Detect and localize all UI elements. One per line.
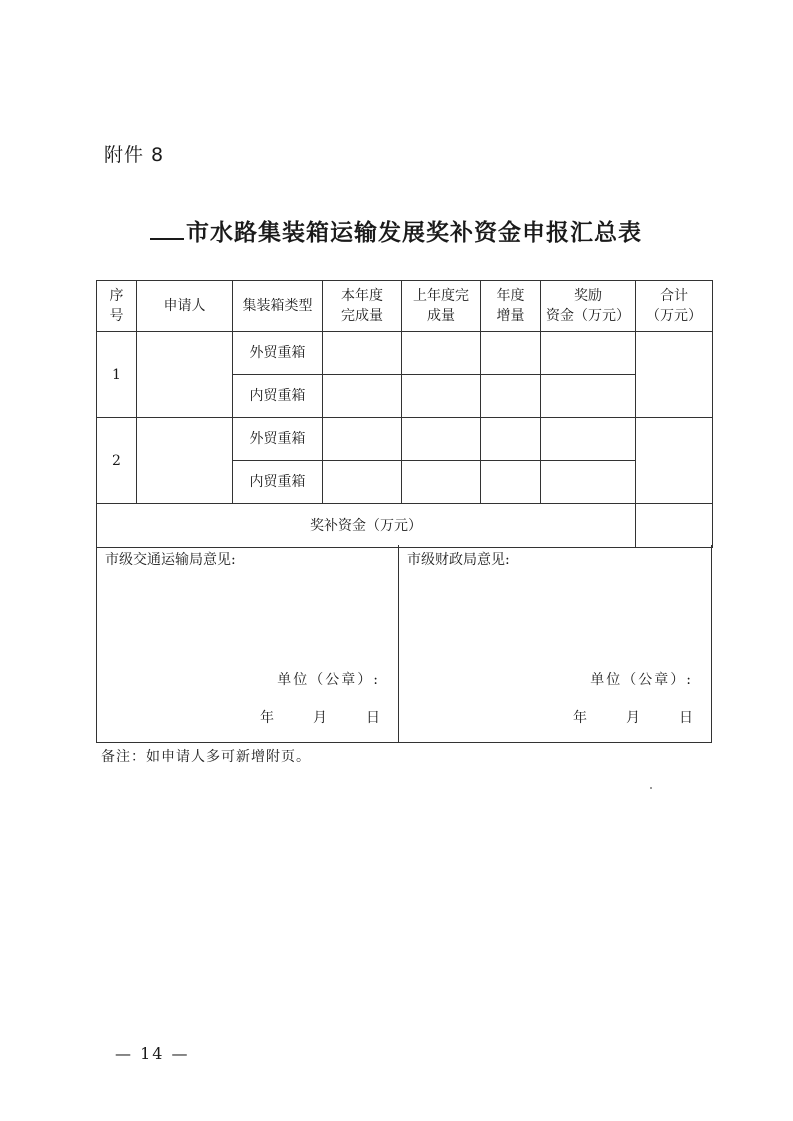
transport-bureau-date xyxy=(260,707,380,727)
cell-annual-increase[interactable] xyxy=(481,332,541,375)
cell-this-year[interactable] xyxy=(323,332,402,375)
attachment-label: 附件 8 xyxy=(104,144,165,166)
page-number: — 14 — xyxy=(115,1044,190,1063)
cell-last-year[interactable] xyxy=(402,461,481,504)
row-seq: 1 xyxy=(97,332,137,418)
scan-speck xyxy=(650,787,652,789)
row-container-type: 内贸重箱 xyxy=(233,375,323,418)
date-month: 月 xyxy=(626,710,640,726)
header-applicant: 申请人 xyxy=(137,281,233,332)
subsidy-total-value[interactable] xyxy=(636,504,713,548)
title-text: 市水路集装箱运输发展奖补资金申报汇总表 xyxy=(186,220,642,246)
row-seq: 2 xyxy=(97,418,137,504)
cell-this-year[interactable] xyxy=(323,461,402,504)
cell-last-year[interactable] xyxy=(402,375,481,418)
cell-reward[interactable] xyxy=(541,375,636,418)
cell-annual-increase[interactable] xyxy=(481,461,541,504)
header-container-type: 集装箱类型 xyxy=(233,281,323,332)
header-annual-increase: 年度 增量 xyxy=(481,281,541,332)
cell-annual-increase[interactable] xyxy=(481,375,541,418)
finance-bureau-opinion-label: 市级财政局意见: xyxy=(407,552,510,568)
row-applicant[interactable] xyxy=(137,332,233,418)
date-year: 年 xyxy=(573,710,587,726)
finance-bureau-date xyxy=(573,707,693,727)
table-row xyxy=(97,418,713,461)
date-month: 月 xyxy=(313,710,327,726)
row-container-type: 内贸重箱 xyxy=(233,461,323,504)
title-blank-underline xyxy=(150,218,184,240)
date-day: 日 xyxy=(366,710,380,726)
row-applicant[interactable] xyxy=(137,418,233,504)
header-last-year: 上年度完 成量 xyxy=(402,281,481,332)
finance-bureau-seal-label: 单位（公章）: xyxy=(590,672,693,688)
date-day: 日 xyxy=(679,710,693,726)
opinion-section xyxy=(96,545,712,743)
row-container-type: 外贸重箱 xyxy=(233,332,323,375)
subsidy-total-row xyxy=(97,504,713,548)
cell-total[interactable] xyxy=(636,418,713,504)
transport-bureau-seal-label: 单位（公章）: xyxy=(277,672,380,688)
transport-bureau-opinion[interactable] xyxy=(97,545,399,742)
table-row xyxy=(97,332,713,375)
cell-last-year[interactable] xyxy=(402,332,481,375)
cell-last-year[interactable] xyxy=(402,418,481,461)
cell-this-year[interactable] xyxy=(323,418,402,461)
cell-this-year[interactable] xyxy=(323,375,402,418)
transport-bureau-opinion-label: 市级交通运输局意见: xyxy=(105,552,236,568)
document-title xyxy=(150,214,670,247)
date-year: 年 xyxy=(260,710,274,726)
header-row xyxy=(97,281,713,332)
subsidy-total-label: 奖补资金（万元） xyxy=(97,504,636,548)
cell-annual-increase[interactable] xyxy=(481,418,541,461)
remark-note: 备注：如申请人多可新增附页。 xyxy=(101,749,311,765)
cell-reward[interactable] xyxy=(541,418,636,461)
cell-reward[interactable] xyxy=(541,461,636,504)
finance-bureau-opinion[interactable] xyxy=(399,545,711,742)
header-seq: 序 号 xyxy=(97,281,137,332)
cell-reward[interactable] xyxy=(541,332,636,375)
header-reward: 奖励 资金（万元） xyxy=(541,281,636,332)
cell-total[interactable] xyxy=(636,332,713,418)
header-this-year: 本年度 完成量 xyxy=(323,281,402,332)
row-container-type: 外贸重箱 xyxy=(233,418,323,461)
summary-table xyxy=(96,280,713,548)
header-total: 合计 （万元） xyxy=(636,281,713,332)
